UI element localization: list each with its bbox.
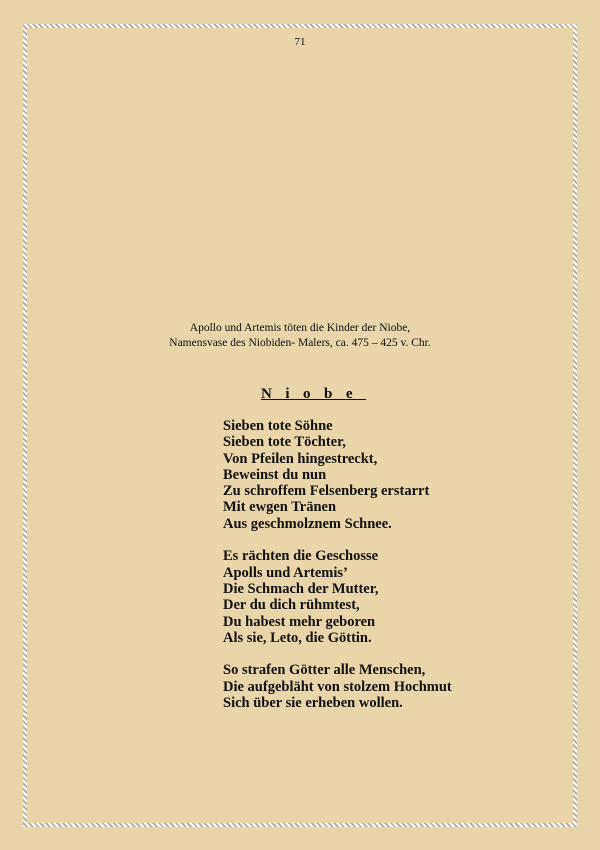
poem-line: Beweinst du nun — [223, 466, 327, 483]
poem-line: Von Pfeilen hingestreckt, — [223, 450, 378, 467]
page-number: 71 — [294, 36, 306, 48]
caption-line: Namensvase des Niobiden- Malers, ca. 475 – 425 v. Chr. — [169, 337, 431, 349]
poem-line: Die aufgebläht von stolzem Hochmut — [223, 678, 452, 695]
stanza — [223, 548, 452, 646]
poem-line: Aus geschmolznem Schnee. — [223, 515, 392, 532]
poem-line: Sich über sie erheben wollen. — [223, 695, 403, 712]
poem-body — [223, 418, 452, 728]
caption-line: Apollo und Artemis töten die Kinder der Niobe, — [189, 322, 411, 334]
poem-line: Es rächten die Geschosse — [223, 548, 379, 565]
poem-line: Als sie, Leto, die Göttin. — [223, 629, 372, 646]
poem-line: Mit ewgen Tränen — [223, 499, 337, 516]
poem-line: Die Schmach der Mutter, — [223, 580, 379, 597]
image-caption — [0, 321, 600, 351]
stanza — [223, 662, 452, 711]
poem-line: Apolls und Artemis’ — [223, 564, 348, 581]
poem-line: Der du dich rühmtest, — [223, 597, 360, 614]
stanza — [223, 418, 452, 532]
poem-line: Sieben tote Töchter, — [223, 434, 346, 451]
poem-line: So strafen Götter alle Menschen, — [223, 662, 426, 679]
poem-title: Niobe — [261, 386, 366, 402]
poem-line: Du habest mehr geboren — [223, 613, 376, 630]
poem-line: Sieben tote Söhne — [223, 418, 333, 434]
poem-line: Zu schroffem Felsenberg erstarrt — [223, 483, 430, 500]
